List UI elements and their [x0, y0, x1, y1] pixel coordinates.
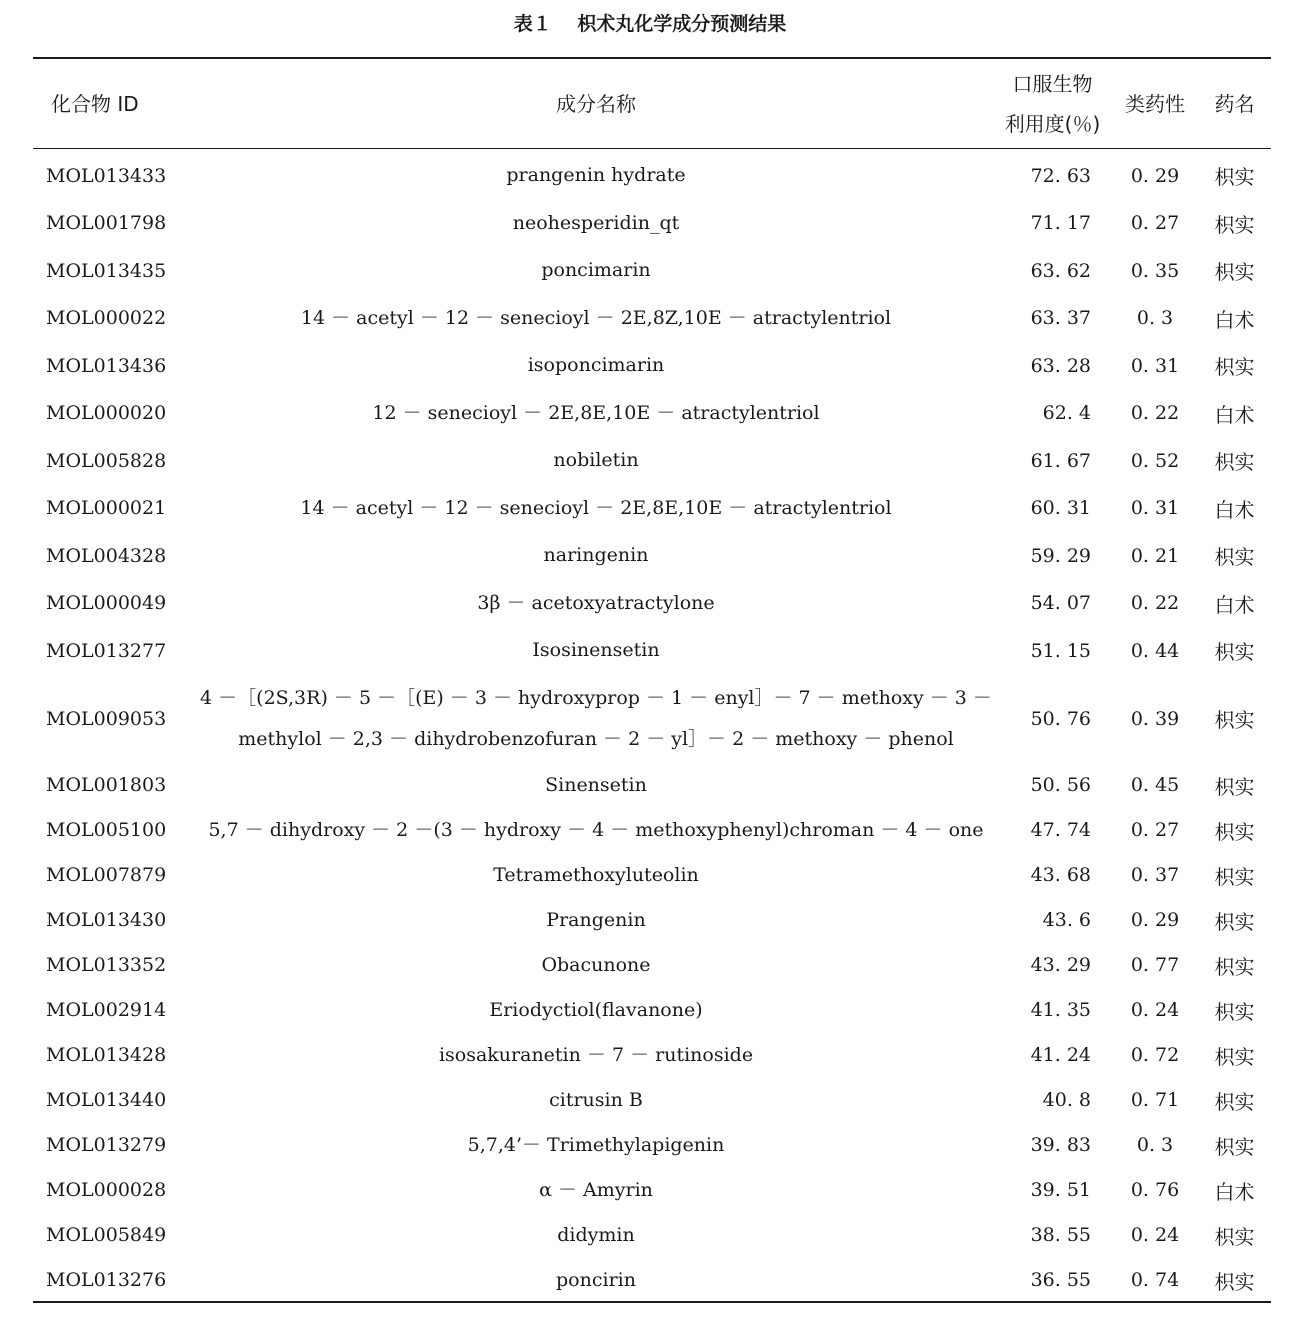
- component-name-cell: [199, 675, 993, 763]
- herb-name-cell: 枳实: [1214, 999, 1255, 1024]
- drug-likeness-cell: 0. 31: [1130, 497, 1180, 520]
- herb-name-cell: 枳实: [1214, 1269, 1255, 1294]
- compound-id-cell: MOL005100: [46, 819, 167, 841]
- table-header: [33, 59, 1271, 148]
- oral-bioavailability-cell: 63. 62: [1030, 259, 1091, 282]
- herb-name-cell: 枳实: [1214, 954, 1255, 979]
- component-name-cell: 12 － senecioyl － 2E,8E,10E － atractylentriol: [372, 401, 820, 424]
- herb-name-cell: 枳实: [1214, 165, 1255, 190]
- table-row: [33, 1213, 1271, 1258]
- component-name-cell: 14 － acetyl － 12 － senecioyl － 2E,8E,10E － atractylentriol: [300, 496, 892, 519]
- drug-likeness-cell: 0. 24: [1130, 1224, 1180, 1246]
- header-ob-line2: 利用度(％): [1004, 111, 1101, 136]
- header-ob-line1: 口服生物: [1012, 71, 1093, 96]
- component-name-cell: α － Amyrin: [539, 1178, 653, 1201]
- herb-name-cell: 枳实: [1214, 545, 1255, 570]
- table-row: [33, 580, 1271, 628]
- table-row: [33, 988, 1271, 1033]
- header-component-name: 成分名称: [556, 91, 636, 116]
- compound-id-cell: MOL000028: [46, 1179, 167, 1201]
- herb-name-cell: 枳实: [1214, 1134, 1255, 1159]
- component-name-line2: methylol － 2,3 － dihydrobenzofuran － 2 － yl］－ 2 － methoxy － phenol: [238, 727, 954, 750]
- drug-likeness-cell: 0. 35: [1130, 259, 1180, 282]
- drug-likeness-cell: 0. 3: [1136, 1134, 1174, 1156]
- compound-id-cell: MOL013430: [46, 909, 167, 931]
- table-row: [33, 943, 1271, 988]
- table-row: [33, 1258, 1271, 1303]
- component-name-cell: 5,7,4’－ Trimethylapigenin: [467, 1133, 725, 1156]
- herb-name-cell: 枳实: [1214, 864, 1255, 889]
- compound-id-cell: MOL007879: [46, 864, 167, 886]
- herb-name-cell: 枳实: [1214, 450, 1255, 475]
- oral-bioavailability-cell: 43. 29: [1030, 954, 1091, 976]
- table-row: [33, 152, 1271, 200]
- table-row: [33, 532, 1271, 580]
- component-name-cell: isoponcimarin: [527, 354, 665, 377]
- drug-likeness-cell: 0. 44: [1130, 639, 1180, 662]
- compound-id-cell: MOL013352: [46, 954, 167, 976]
- compound-id-cell: MOL004328: [46, 544, 167, 567]
- component-name-cell: Eriodyctiol(flavanone): [489, 998, 703, 1021]
- oral-bioavailability-cell: 63. 28: [1030, 354, 1091, 377]
- table-body: [33, 148, 1271, 1303]
- oral-bioavailability-cell: 43. 68: [1030, 864, 1091, 886]
- component-name-cell: poncirin: [556, 1268, 636, 1291]
- compound-id-cell: MOL013277: [46, 639, 167, 662]
- compound-id-cell: MOL009053: [46, 707, 167, 730]
- oral-bioavailability-cell: 41. 24: [1030, 1044, 1091, 1066]
- compound-id-cell: MOL005849: [46, 1224, 167, 1246]
- herb-name-cell: 白术: [1214, 307, 1255, 332]
- header-oral-bioavailability: [993, 59, 1112, 148]
- drug-likeness-cell: 0. 72: [1130, 1044, 1180, 1066]
- component-name-cell: Sinensetin: [545, 773, 647, 796]
- table-row: [33, 1123, 1271, 1168]
- drug-likeness-cell: 0. 3: [1136, 307, 1174, 330]
- herb-name-cell: 枳实: [1214, 355, 1255, 380]
- oral-bioavailability-cell: 41. 35: [1030, 999, 1091, 1021]
- oral-bioavailability-cell: 51. 15: [1030, 639, 1091, 662]
- table-row: [33, 763, 1271, 808]
- component-name-cell: Isosinensetin: [532, 639, 660, 662]
- herb-name-cell: 枳实: [1214, 640, 1255, 665]
- compound-id-cell: MOL013436: [46, 354, 167, 377]
- component-name-cell: Tetramethoxyluteolin: [493, 863, 699, 886]
- table-row: [33, 342, 1271, 390]
- component-name-cell: prangenin hydrate: [506, 164, 686, 187]
- compound-id-cell: MOL000021: [46, 497, 167, 520]
- component-name-cell: isosakuranetin － 7 － rutinoside: [438, 1043, 754, 1066]
- header-drug-likeness: 类药性: [1125, 91, 1185, 116]
- drug-likeness-cell: 0. 39: [1130, 707, 1180, 730]
- drug-likeness-cell: 0. 24: [1130, 999, 1180, 1021]
- herb-name-cell: 枳实: [1214, 909, 1255, 934]
- drug-likeness-cell: 0. 27: [1130, 819, 1180, 841]
- component-name-line1: 4 －［(2S,3R) － 5 －［(E) － 3 － hydroxyprop － 1 － enyl］－ 7 － methoxy － 3 －: [200, 686, 992, 709]
- oral-bioavailability-cell: 43. 6: [1042, 909, 1091, 931]
- compound-id-cell: MOL001803: [46, 774, 167, 796]
- oral-bioavailability-cell: 39. 51: [1030, 1179, 1091, 1201]
- herb-name-cell: 枳实: [1214, 1224, 1255, 1249]
- herb-name-cell: 枳实: [1214, 212, 1255, 237]
- herb-name-cell: 枳实: [1214, 1089, 1255, 1114]
- table-row: [33, 1168, 1271, 1213]
- drug-likeness-cell: 0. 45: [1130, 774, 1180, 796]
- compound-id-cell: MOL000020: [46, 402, 167, 425]
- drug-likeness-cell: 0. 74: [1130, 1269, 1180, 1291]
- compound-table: [33, 59, 1271, 1303]
- drug-likeness-cell: 0. 71: [1130, 1089, 1180, 1111]
- oral-bioavailability-cell: 59. 29: [1030, 544, 1091, 567]
- herb-name-cell: 白术: [1214, 1179, 1255, 1204]
- herb-name-cell: 枳实: [1214, 260, 1255, 285]
- oral-bioavailability-cell: 36. 55: [1030, 1269, 1091, 1291]
- table-row: [33, 390, 1271, 438]
- header-compound-id: 化合物 ID: [51, 91, 139, 116]
- compound-id-cell: MOL005828: [46, 449, 167, 472]
- oral-bioavailability-cell: 50. 76: [1030, 707, 1091, 730]
- compound-id-cell: MOL000022: [46, 307, 167, 330]
- drug-likeness-cell: 0. 29: [1130, 909, 1180, 931]
- table-row: [33, 1033, 1271, 1078]
- oral-bioavailability-cell: 54. 07: [1030, 592, 1091, 615]
- table-row: [33, 675, 1271, 763]
- component-name-cell: 14 － acetyl － 12 － senecioyl － 2E,8Z,10E － atractylentriol: [300, 306, 892, 329]
- drug-likeness-cell: 0. 22: [1130, 592, 1180, 615]
- component-name-cell: didymin: [557, 1223, 635, 1246]
- table-row: [33, 485, 1271, 533]
- herb-name-cell: 枳实: [1214, 774, 1255, 799]
- compound-id-cell: MOL013440: [46, 1089, 167, 1111]
- compound-id-cell: MOL001798: [46, 212, 167, 235]
- component-name-cell: nobiletin: [553, 449, 639, 472]
- oral-bioavailability-cell: 60. 31: [1030, 497, 1091, 520]
- oral-bioavailability-cell: 39. 83: [1030, 1134, 1091, 1156]
- component-name-cell: Obacunone: [541, 953, 651, 976]
- drug-likeness-cell: 0. 22: [1130, 402, 1180, 425]
- herb-name-cell: 白术: [1214, 402, 1255, 427]
- oral-bioavailability-cell: 71. 17: [1030, 212, 1091, 235]
- table-row: [33, 627, 1271, 675]
- compound-id-cell: MOL000049: [46, 592, 167, 615]
- component-name-cell: neohesperidin_qt: [512, 211, 680, 234]
- oral-bioavailability-cell: 50. 56: [1030, 774, 1091, 796]
- component-name-cell: naringenin: [543, 544, 649, 567]
- compound-id-cell: MOL013279: [46, 1134, 167, 1156]
- component-name-cell: 5,7 － dihydroxy － 2 －(3 － hydroxy － 4 － methoxyphenyl)chroman － 4 － one: [208, 818, 984, 841]
- herb-name-cell: 白术: [1214, 592, 1255, 617]
- table-row: [33, 437, 1271, 485]
- drug-likeness-cell: 0. 29: [1130, 164, 1180, 187]
- table-row: [33, 200, 1271, 248]
- oral-bioavailability-cell: 72. 63: [1030, 164, 1091, 187]
- compound-id-cell: MOL013433: [46, 164, 167, 187]
- component-name-cell: poncimarin: [541, 259, 651, 282]
- oral-bioavailability-cell: 61. 67: [1030, 449, 1091, 472]
- table-row: [33, 295, 1271, 343]
- oral-bioavailability-cell: 47. 74: [1030, 819, 1091, 841]
- compound-id-cell: MOL013276: [46, 1269, 167, 1291]
- component-name-cell: Prangenin: [546, 908, 646, 931]
- compound-id-cell: MOL002914: [46, 999, 167, 1021]
- oral-bioavailability-cell: 62. 4: [1042, 402, 1091, 425]
- drug-likeness-cell: 0. 76: [1130, 1179, 1180, 1201]
- drug-likeness-cell: 0. 77: [1130, 954, 1180, 976]
- drug-likeness-cell: 0. 31: [1130, 354, 1180, 377]
- drug-likeness-cell: 0. 37: [1130, 864, 1180, 886]
- table-row: [33, 1078, 1271, 1123]
- drug-likeness-cell: 0. 21: [1130, 544, 1180, 567]
- oral-bioavailability-cell: 63. 37: [1030, 307, 1091, 330]
- herb-name-cell: 白术: [1214, 497, 1255, 522]
- herb-name-cell: 枳实: [1214, 819, 1255, 844]
- compound-id-cell: MOL013428: [46, 1044, 167, 1066]
- component-name-cell: citrusin B: [549, 1088, 643, 1111]
- drug-likeness-cell: 0. 52: [1130, 449, 1180, 472]
- component-name-cell: 3β － acetoxyatractylone: [477, 591, 715, 614]
- oral-bioavailability-cell: 40. 8: [1042, 1089, 1091, 1111]
- compound-id-cell: MOL013435: [46, 259, 167, 282]
- oral-bioavailability-cell: 38. 55: [1030, 1224, 1091, 1246]
- header-herb: 药名: [1214, 91, 1255, 116]
- table-row: [33, 808, 1271, 853]
- drug-likeness-cell: 0. 27: [1130, 212, 1180, 235]
- table-row: [33, 898, 1271, 943]
- herb-name-cell: 枳实: [1214, 1044, 1255, 1069]
- table-row: [33, 853, 1271, 898]
- table-caption: 表１ 枳术丸化学成分预测结果: [513, 13, 787, 35]
- table-row: [33, 247, 1271, 295]
- herb-name-cell: 枳实: [1214, 708, 1255, 732]
